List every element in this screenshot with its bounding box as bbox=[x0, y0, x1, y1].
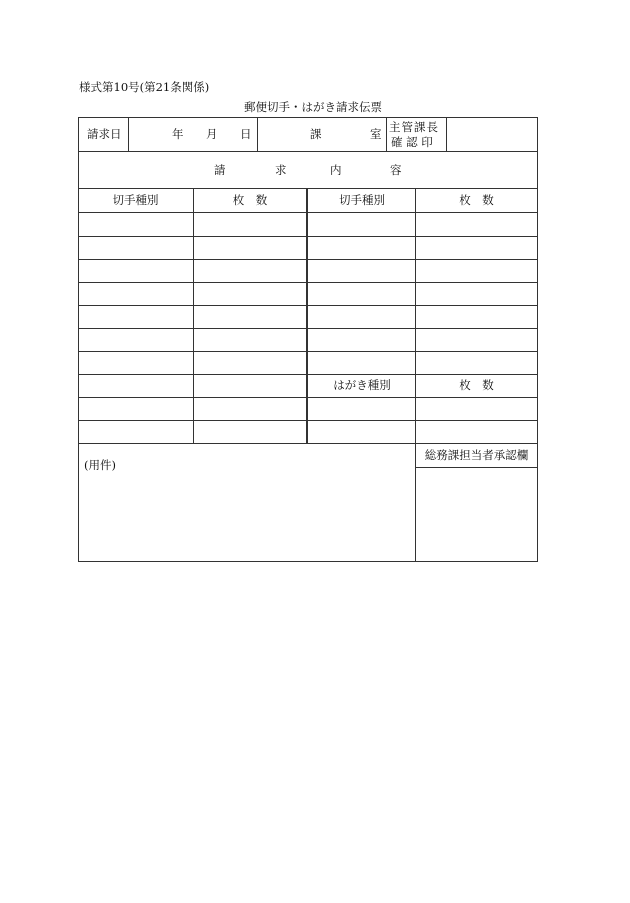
right-stamp-type-header: 切手種別 bbox=[339, 193, 385, 207]
contents-title-2: 求 bbox=[275, 163, 287, 177]
section-label: 課 bbox=[310, 127, 322, 141]
postcard-type-header: はがき種別 bbox=[333, 378, 391, 392]
request-date-label: 請求日 bbox=[87, 127, 122, 141]
table-row-line bbox=[78, 328, 538, 329]
table-row-line bbox=[78, 212, 538, 213]
form-title: 郵便切手・はがき請求伝票 bbox=[244, 100, 382, 114]
divider bbox=[257, 117, 258, 152]
table-row-line bbox=[78, 236, 538, 237]
year-label: 年 bbox=[172, 127, 184, 141]
divider bbox=[128, 117, 129, 152]
table-row-line bbox=[78, 443, 538, 444]
office-label: 室 bbox=[370, 127, 382, 141]
approval-field[interactable] bbox=[416, 469, 537, 561]
column-line bbox=[193, 188, 194, 443]
left-stamp-type-header: 切手種別 bbox=[112, 193, 159, 207]
right-count-header: 枚 数 bbox=[459, 193, 494, 207]
divider bbox=[386, 117, 387, 152]
purpose-label: (用件) bbox=[84, 458, 116, 472]
divider bbox=[78, 188, 538, 189]
divider bbox=[78, 151, 538, 152]
table-row-line bbox=[78, 397, 538, 398]
contents-title-3: 内 bbox=[330, 163, 342, 177]
confirmation-seal-label: 確 認 印 bbox=[391, 135, 433, 149]
contents-title-4: 容 bbox=[390, 163, 402, 177]
table-row-line bbox=[78, 374, 538, 375]
table-row-line bbox=[78, 351, 538, 352]
table-row-line bbox=[78, 305, 538, 306]
table-row-line bbox=[78, 282, 538, 283]
table-row-line bbox=[78, 420, 538, 421]
month-label: 月 bbox=[206, 127, 218, 141]
divider bbox=[415, 467, 538, 468]
postcard-count-header: 枚 数 bbox=[459, 378, 494, 392]
table-row-line bbox=[78, 259, 538, 260]
form-number: 様式第10号(第21条関係) bbox=[79, 80, 210, 94]
left-count-header: 枚 数 bbox=[232, 193, 268, 207]
day-label: 日 bbox=[240, 127, 252, 141]
approval-label: 総務課担当者承認欄 bbox=[424, 448, 529, 462]
contents-title-1: 請 bbox=[214, 163, 226, 177]
manager-label: 主管課長 bbox=[389, 120, 439, 134]
center-double-line bbox=[306, 188, 308, 443]
manager-seal-field[interactable] bbox=[447, 118, 537, 151]
purpose-field[interactable] bbox=[80, 476, 413, 560]
